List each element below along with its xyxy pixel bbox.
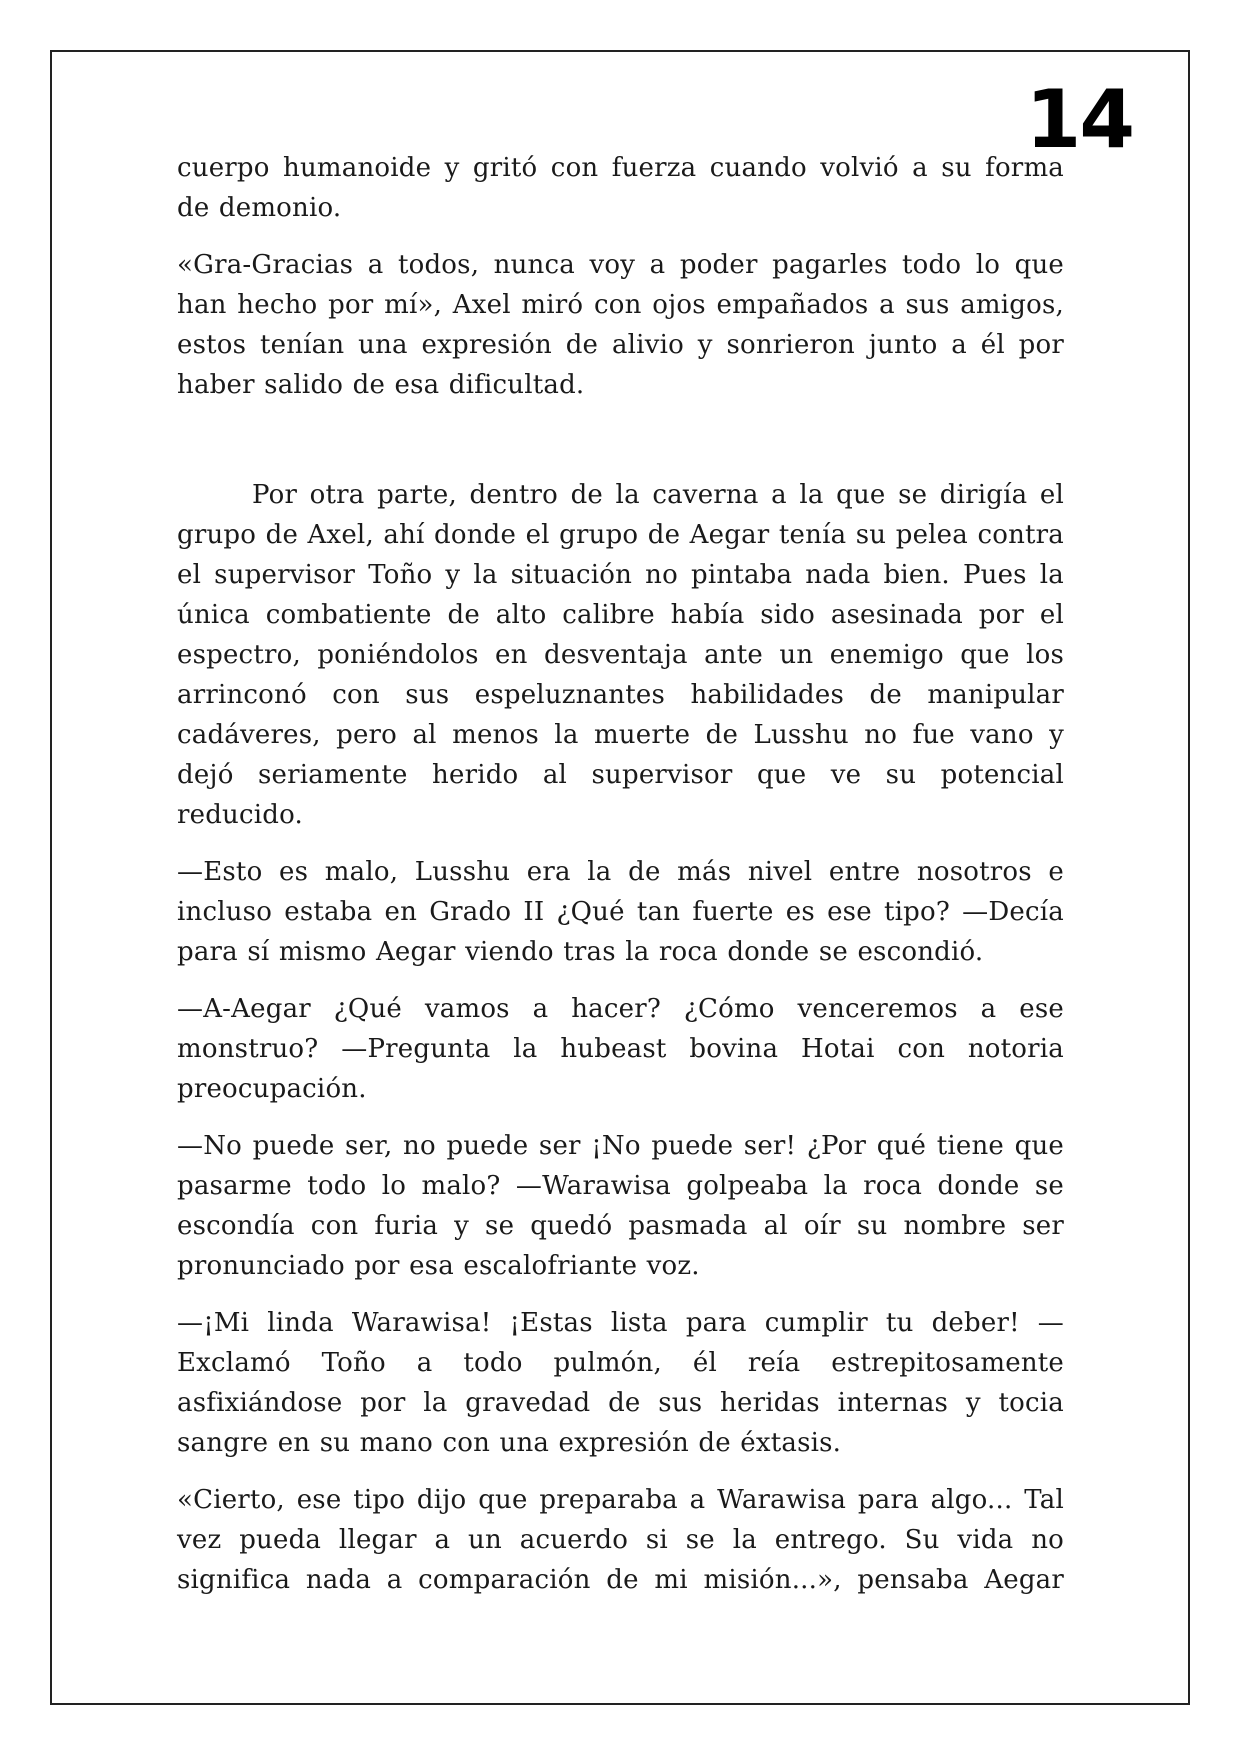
paragraph-7: —¡Mi linda Warawisa! ¡Estas lista para cumplir tu deber! —Exclamó Toño a todo pulmón, él reía estrepitosamente asfixiándose por la gravedad de sus heridas internas y tocia sangre en su mano con una expresión de éxtasis. [177, 1308, 1064, 1458]
paragraph-2: «Gra-Gracias a todos, nunca voy a poder pagarles todo lo que han hecho por mí», Axel miró con ojos empañados a sus amigos, estos tenían una expresión de alivio y sonrieron junto a él por haber salido de esa dificultad. [177, 250, 1064, 400]
paragraph-4: —Esto es malo, Lusshu era la de más nivel entre nosotros e incluso estaba en Grado II ¿Qué tan fuerte es ese tipo? —Decía para sí mismo Aegar viendo tras la roca donde se escondió. [177, 857, 1064, 967]
text-body [177, 148, 1064, 1600]
paragraph-3: Por otra parte, dentro de la caverna a la que se dirigía el grupo de Axel, ahí donde el grupo de Aegar tenía su pelea contra el supervisor Toño y la situación no pintaba nada bien. Pues la única combatiente de alto calibre había sido asesinada por el espectro, poniéndolos en desventaja ante un enemigo que los arrinconó con sus espeluznantes habilidades de manipular cadáveres, pero al menos la muerte de Lusshu no fue vano y dejó seriamente herido al supervisor que ve su potencial reducido. [177, 480, 1064, 830]
page-frame [50, 50, 1190, 1705]
paragraph-6: —No puede ser, no puede ser ¡No puede ser! ¿Por qué tiene que pasarme todo lo malo? —Warawisa golpeaba la roca donde se escondía con furia y se quedó pasmada al oír su nombre ser pronunciado por esa escalofriante voz. [177, 1131, 1064, 1281]
paragraph-1: cuerpo humanoide y gritó con fuerza cuando volvió a su forma de demonio. [177, 153, 1064, 223]
paragraph-5: —A-Aegar ¿Qué vamos a hacer? ¿Cómo venceremos a ese monstruo? —Pregunta la hubeast bovina Hotai con notoria preocupación. [177, 994, 1064, 1104]
paragraph-8: «Cierto, ese tipo dijo que preparaba a Warawisa para algo... Tal vez pueda llegar a un acuerdo si se la entrego. Su vida no significa nada a comparación de mi misión...», pensaba Aegar [177, 1485, 1064, 1595]
page-number: 14 [1025, 73, 1133, 166]
